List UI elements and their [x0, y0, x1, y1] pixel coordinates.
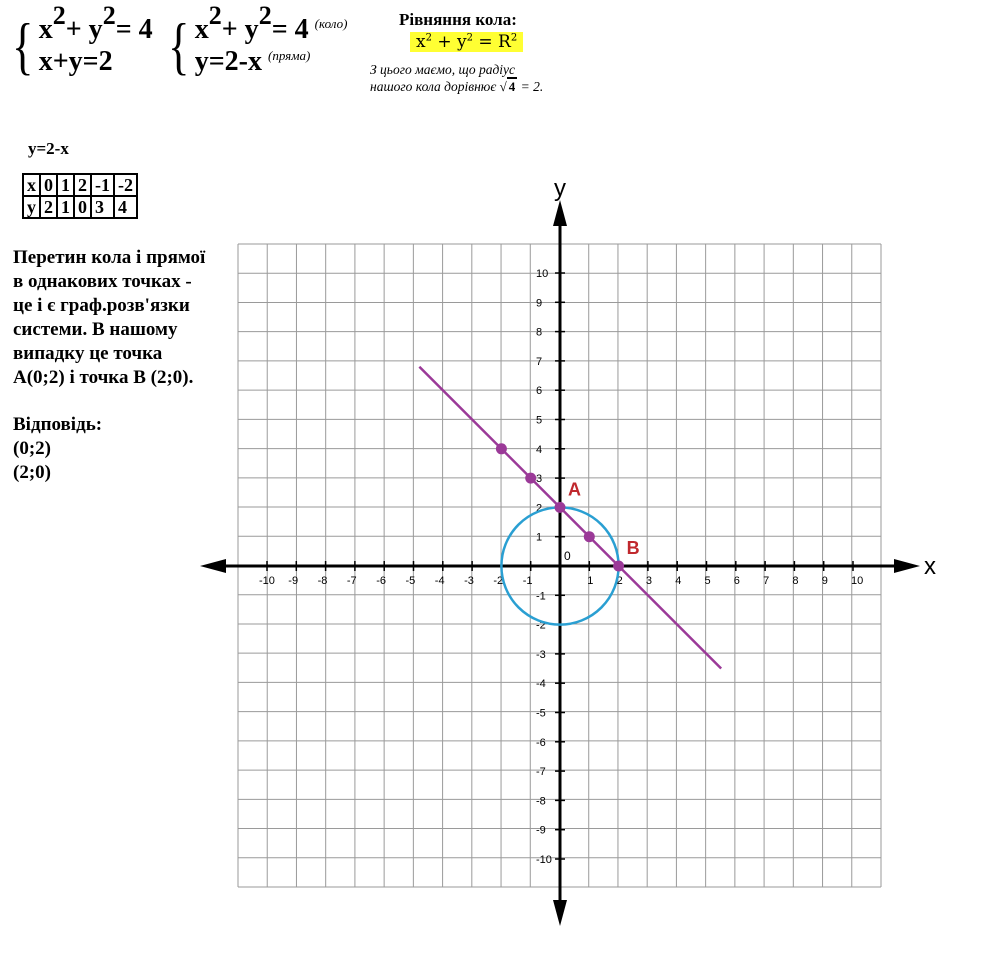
- answer-point: (0;2): [13, 438, 51, 459]
- table-cell: 0: [40, 174, 57, 196]
- x-axis-label: x: [924, 553, 936, 580]
- y-axis-label: y: [554, 175, 566, 202]
- origin-label: 0: [564, 549, 571, 563]
- x-axis-arrow-left: [200, 559, 226, 573]
- x-tick-label: -3: [464, 575, 474, 587]
- x-tick-label: -10: [259, 575, 275, 587]
- y-axis-arrow-bottom: [553, 900, 567, 926]
- table-cell: 3: [91, 196, 114, 218]
- table-cell: 4: [114, 196, 137, 218]
- x-tick-label: -4: [434, 575, 445, 587]
- y-tick-label: 1: [536, 531, 543, 544]
- y-tick-label: -1: [536, 590, 546, 603]
- circle-note: (коло): [314, 16, 348, 31]
- x-tick-label: 4: [675, 575, 682, 587]
- x-tick-label: 10: [851, 575, 864, 587]
- data-point: [525, 473, 536, 484]
- y-tick-label: 4: [536, 443, 543, 456]
- y-tick-label: 6: [536, 385, 543, 398]
- y-tick-label: -6: [536, 736, 546, 749]
- system-right-eq1: $x^2+ y^2= 4$ $^{(коло)}$: [194, 1, 348, 45]
- system-brace: {: [12, 10, 34, 81]
- function-label: y=2-x: [28, 139, 69, 158]
- table-cell: 0: [74, 196, 91, 218]
- y-tick-label: -4: [536, 678, 546, 691]
- answer-point: (2;0): [13, 462, 51, 483]
- explanation-text: Перетин кола і прямої в однакових точках - це і є граф.розв'язки системи. В нашому випадку це точка A(0;2) і точка B (2;0).: [13, 247, 206, 388]
- y-tick-label: -2: [536, 619, 546, 632]
- x-tick-label: -9: [288, 575, 299, 587]
- curves: [419, 367, 721, 669]
- y-tick-label: -10: [536, 854, 552, 866]
- y-tick-label: -7: [536, 766, 546, 779]
- circle-equation-formula: $x^2 + y^2 = R^2$: [410, 32, 523, 52]
- table-cell: 2: [40, 196, 57, 218]
- table-cell: 2: [74, 174, 91, 196]
- y-tick-label: 3: [536, 473, 543, 486]
- x-tick-label: -7: [346, 575, 357, 587]
- x-tick-label: 7: [763, 575, 770, 587]
- x-tick-label: 8: [792, 575, 799, 587]
- y-tick-label: -8: [536, 795, 546, 808]
- x-tick-label: -6: [376, 575, 386, 587]
- x-axis-arrow-right: [894, 559, 920, 573]
- point-label-b: B: [626, 538, 640, 558]
- data-point: [496, 443, 507, 454]
- y-tick-label: 5: [536, 414, 543, 427]
- system-right-eq2: y=2-x $^{(пряма)}$: [194, 46, 311, 78]
- data-point: [555, 502, 566, 513]
- y-tick-label: 9: [536, 297, 543, 310]
- system-left-eq1: $x^2+ y^2= 4$: [38, 1, 153, 45]
- y-tick-label: 10: [536, 268, 549, 280]
- x-tick-label: 5: [704, 575, 711, 587]
- system-brace: {: [168, 10, 190, 81]
- table-row-header: x: [23, 174, 40, 196]
- answer-title: Відповідь:: [13, 414, 103, 435]
- radius-note: З цього маємо, що радіус нашого кола дорівнює √ 4 = 2.: [370, 62, 544, 94]
- point-label-a: A: [568, 479, 581, 500]
- data-point: [613, 561, 624, 572]
- y-tick-label: -3: [536, 648, 546, 661]
- table-row-header: y: [23, 196, 40, 218]
- sqrt-sign: √: [499, 78, 507, 94]
- x-tick-label: -1: [522, 575, 533, 587]
- x-tick-label: 9: [821, 575, 828, 587]
- table-cell: 1: [57, 196, 74, 218]
- x-tick-label: -5: [405, 575, 416, 587]
- sqrt-expression: √ 4: [499, 78, 516, 94]
- x-tick-label: -8: [317, 575, 328, 587]
- y-tick-label: 2: [536, 502, 543, 515]
- x-tick-label: 3: [645, 575, 653, 587]
- system-left-eq2: x+y=2: [38, 46, 113, 78]
- y-tick-label: -9: [536, 824, 546, 837]
- data-point: [584, 531, 595, 542]
- table-cell: -1: [91, 174, 114, 196]
- x-tick-label: 2: [616, 575, 623, 587]
- x-tick-label: 6: [733, 575, 740, 587]
- y-tick-label: -5: [536, 707, 546, 720]
- y-tick-label: 7: [536, 355, 543, 368]
- x-tick-label: -2: [493, 575, 504, 587]
- x-tick-label: 1: [587, 575, 594, 587]
- circle-equation-title: Рівняння кола:: [399, 10, 517, 29]
- y-axis-arrow-top: [553, 200, 567, 226]
- line-note: (пряма): [268, 48, 311, 64]
- table-cell: -2: [114, 174, 137, 196]
- y-tick-label: 8: [536, 326, 543, 339]
- table-cell: 1: [57, 174, 74, 196]
